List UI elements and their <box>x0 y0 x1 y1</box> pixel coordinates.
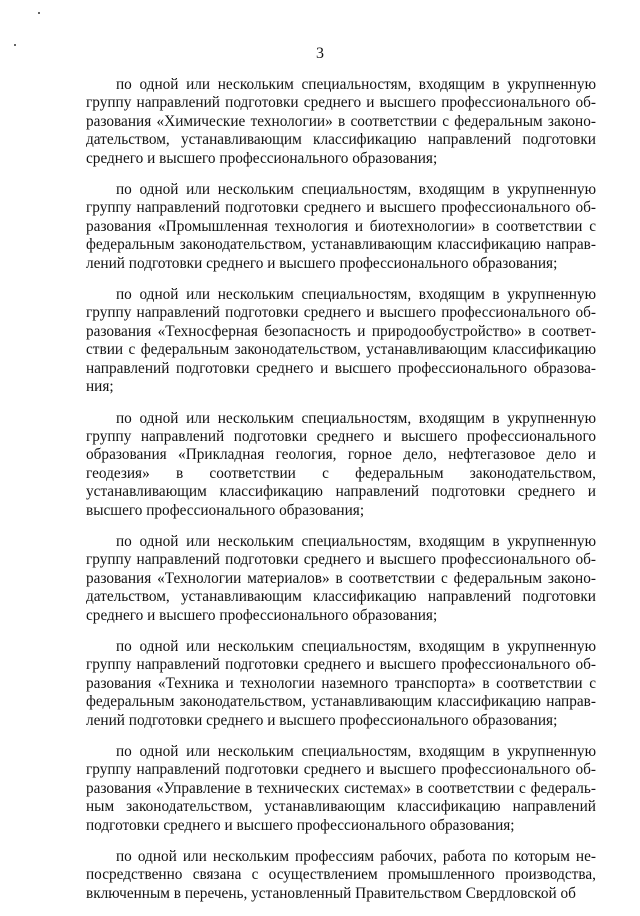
paragraph: по одной или нескольким специальностям, входящим в укрупненную группу направлений подготовки среднего и высшего профессионального образования «Управление в технических системах» в соответствии с федеральным законодательством, устанавливающим классификацию направлений подготовки среднего и высшего профессионального образования; <box>86 743 596 834</box>
paragraph: по одной или нескольким специальностям, входящим в укрупненную группу направлений подготовки среднего и высшего профессионального образования «Техносферная безопасность и природообустройство» в соответствии с федеральным законодательством, устанавливающим классификацию направлений подготовки среднего и высшего профессионального образования; <box>86 286 596 396</box>
page-number: 3 <box>316 45 324 62</box>
paragraph: по одной или нескольким профессиям рабочих, работа по которым непосредственно связана с осуществлением промышленного производства, включенным в перечень, установленный Правительством Свердловской об <box>86 848 596 902</box>
paragraph: по одной или нескольким специальностям, входящим в укрупненную группу направлений подготовки среднего и высшего профессионального образования «Прикладная геология, горное дело, нефтегазовое дело и геодезия» в соответствии с федеральным законодательством, устанавливающим классификацию направлений подготовки среднего и высшего профессионального образования; <box>86 409 596 519</box>
paragraph: по одной или нескольким специальностям, входящим в укрупненную группу направлений подготовки среднего и высшего профессионального образования «Промышленная технология и биотехнологии» в соответствии с федеральным законодательством, устанавливающим классификацию направлений подготовки среднего и высшего профессионального образования; <box>86 181 596 272</box>
paragraph: по одной или нескольким специальностям, входящим в укрупненную группу направлений подготовки среднего и высшего профессионального образования «Химические технологии» в соответствии с федеральным законодательством, устанавливающим классификацию направлений подготовки среднего и высшего профессионального образования; <box>86 76 596 167</box>
scan-speck <box>38 12 40 14</box>
paragraph: по одной или нескольким специальностям, входящим в укрупненную группу направлений подготовки среднего и высшего профессионального образования «Техника и технологии наземного транспорта» в соответствии с федеральным законодательством, устанавливающим классификацию направлений подготовки среднего и высшего профессионального образования; <box>86 637 596 729</box>
document-body <box>86 76 596 916</box>
paragraph: по одной или нескольким специальностям, входящим в укрупненную группу направлений подготовки среднего и высшего профессионального образования «Технологии материалов» в соответствии с федеральным законодательством, устанавливающим классификацию направлений подготовки среднего и высшего профессионального образования; <box>86 532 596 624</box>
